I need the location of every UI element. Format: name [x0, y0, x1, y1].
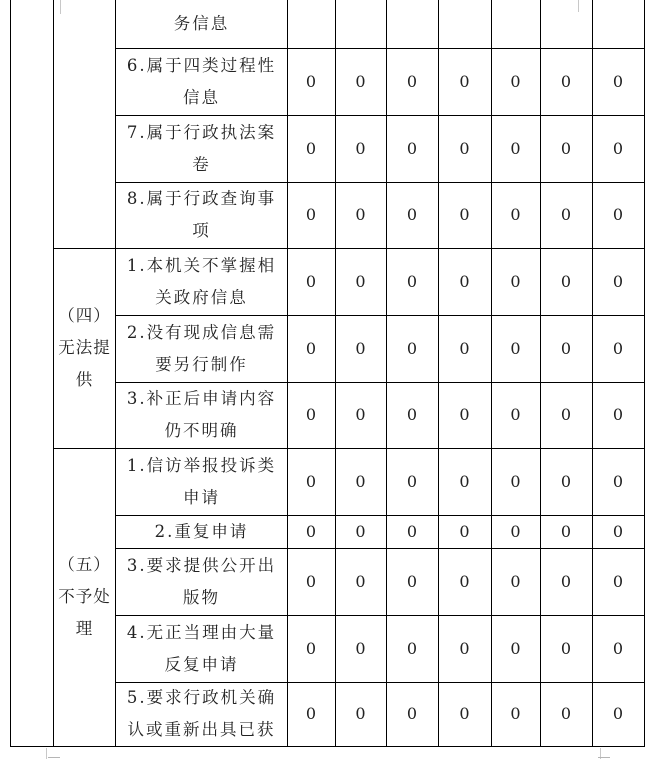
value-cell: 0	[459, 405, 471, 424]
row-item-label: 2.没有现成信息需要另行制作	[126, 322, 277, 374]
value-cell: 0	[305, 471, 318, 491]
value-cell: 0	[510, 71, 522, 91]
value-cell: 0	[355, 138, 367, 158]
value-cell: 0	[612, 471, 625, 491]
value-cell: 0	[406, 338, 419, 358]
category-title: 不予处理	[58, 587, 111, 638]
category-not-processed	[54, 448, 115, 746]
value-cell: 0	[560, 71, 573, 91]
value-cell: 0	[510, 704, 522, 723]
value-cell: 0	[612, 521, 625, 541]
row-item-label: 3.补正后申请内容仍不明确	[126, 389, 277, 440]
grid-vertical-line	[644, 0, 645, 747]
value-cell: 0	[406, 405, 419, 424]
value-cell: 0	[459, 638, 471, 658]
value-cell: 0	[459, 704, 471, 723]
value-cell: 0	[510, 271, 522, 291]
value-cell: 0	[355, 205, 367, 224]
row-item-label: 2.重复申请	[154, 521, 249, 541]
value-cell: 0	[355, 471, 367, 491]
value-cell: 0	[560, 205, 573, 224]
value-cell	[336, 0, 386, 48]
value-cell: 0	[612, 704, 625, 723]
value-cell: 0	[560, 338, 573, 358]
value-cell: 0	[459, 338, 471, 358]
row-item-label: 8.属于行政查询事项	[126, 189, 277, 240]
value-cell: 0	[510, 338, 522, 358]
category-number: （五）	[58, 555, 111, 574]
row-item-label: 1.本机关不掌握相关政府信息	[126, 255, 277, 307]
value-cell: 0	[612, 571, 625, 591]
value-cell: 0	[510, 471, 522, 491]
value-cell: 0	[355, 571, 367, 591]
row-item-label: 3.要求提供公开出版物	[126, 555, 277, 607]
value-cell: 0	[459, 571, 471, 591]
value-cell: 0	[510, 521, 522, 541]
value-cell: 0	[560, 521, 573, 541]
value-cell: 0	[560, 571, 573, 591]
value-cell: 0	[612, 138, 625, 158]
value-cell: 0	[612, 638, 625, 658]
value-cell: 0	[560, 405, 573, 424]
value-cell: 0	[406, 638, 419, 658]
category-title: 无法提供	[58, 338, 111, 389]
value-cell: 0	[305, 205, 318, 224]
grid-horizontal-line	[53, 746, 645, 747]
page-margin-mark	[48, 757, 60, 758]
value-cell: 0	[305, 338, 318, 358]
page-margin-mark	[46, 748, 47, 759]
row-item-label: 务信息	[173, 14, 230, 33]
value-cell: 0	[305, 138, 318, 158]
value-cell: 0	[406, 71, 419, 91]
value-cell	[593, 0, 644, 48]
value-cell: 0	[305, 405, 318, 424]
value-cell	[387, 0, 438, 48]
row-item-label: 5.要求行政机关确认或重新出具已获	[126, 688, 277, 739]
value-cell: 0	[510, 638, 522, 658]
value-cell: 0	[612, 71, 625, 91]
value-cell: 0	[305, 71, 318, 91]
value-cell: 0	[510, 138, 522, 158]
category-cannot-provide	[54, 248, 115, 448]
value-cell: 0	[406, 521, 419, 541]
value-cell: 0	[355, 71, 367, 91]
value-cell: 0	[459, 71, 471, 91]
value-cell: 0	[305, 704, 318, 723]
value-cell: 0	[612, 271, 625, 291]
value-cell: 0	[560, 471, 573, 491]
value-cell: 0	[406, 704, 419, 723]
value-cell	[541, 0, 592, 48]
value-cell: 0	[406, 138, 419, 158]
page-left-border	[10, 0, 11, 747]
value-cell: 0	[305, 521, 318, 541]
row-item-label: 1.信访举报投诉类申请	[126, 455, 277, 507]
value-cell: 0	[305, 571, 318, 591]
value-cell: 0	[355, 638, 367, 658]
value-cell: 0	[459, 271, 471, 291]
value-cell: 0	[612, 205, 625, 224]
value-cell: 0	[355, 704, 367, 723]
value-cell: 0	[459, 138, 471, 158]
value-cell: 0	[305, 271, 318, 291]
value-cell: 0	[510, 571, 522, 591]
value-cell	[288, 0, 335, 48]
value-cell: 0	[355, 521, 367, 541]
row-item-label: 6.属于四类过程性信息	[126, 55, 277, 107]
value-cell: 0	[612, 405, 625, 424]
grid-horizontal-line	[10, 746, 53, 747]
value-cell: 0	[459, 521, 471, 541]
value-cell: 0	[459, 471, 471, 491]
value-cell: 0	[612, 338, 625, 358]
value-cell: 0	[560, 271, 573, 291]
value-cell: 0	[560, 138, 573, 158]
value-cell: 0	[406, 471, 419, 491]
row-item-label: 4.无正当理由大量反复申请	[126, 622, 277, 674]
value-cell: 0	[355, 271, 367, 291]
category-number: （四）	[58, 306, 111, 325]
page-margin-mark	[598, 757, 610, 758]
value-cell: 0	[560, 638, 573, 658]
value-cell: 0	[406, 271, 419, 291]
value-cell: 0	[459, 205, 471, 224]
value-cell: 0	[560, 704, 573, 723]
value-cell: 0	[510, 205, 522, 224]
value-cell: 0	[355, 405, 367, 424]
value-cell: 0	[305, 638, 318, 658]
value-cell: 0	[406, 205, 419, 224]
value-cell: 0	[510, 405, 522, 424]
value-cell: 0	[406, 571, 419, 591]
value-cell: 0	[355, 338, 367, 358]
value-cell	[439, 0, 491, 48]
page-margin-mark	[60, 0, 61, 14]
row-item-label: 7.属于行政执法案卷	[126, 122, 277, 174]
value-cell	[492, 0, 540, 48]
